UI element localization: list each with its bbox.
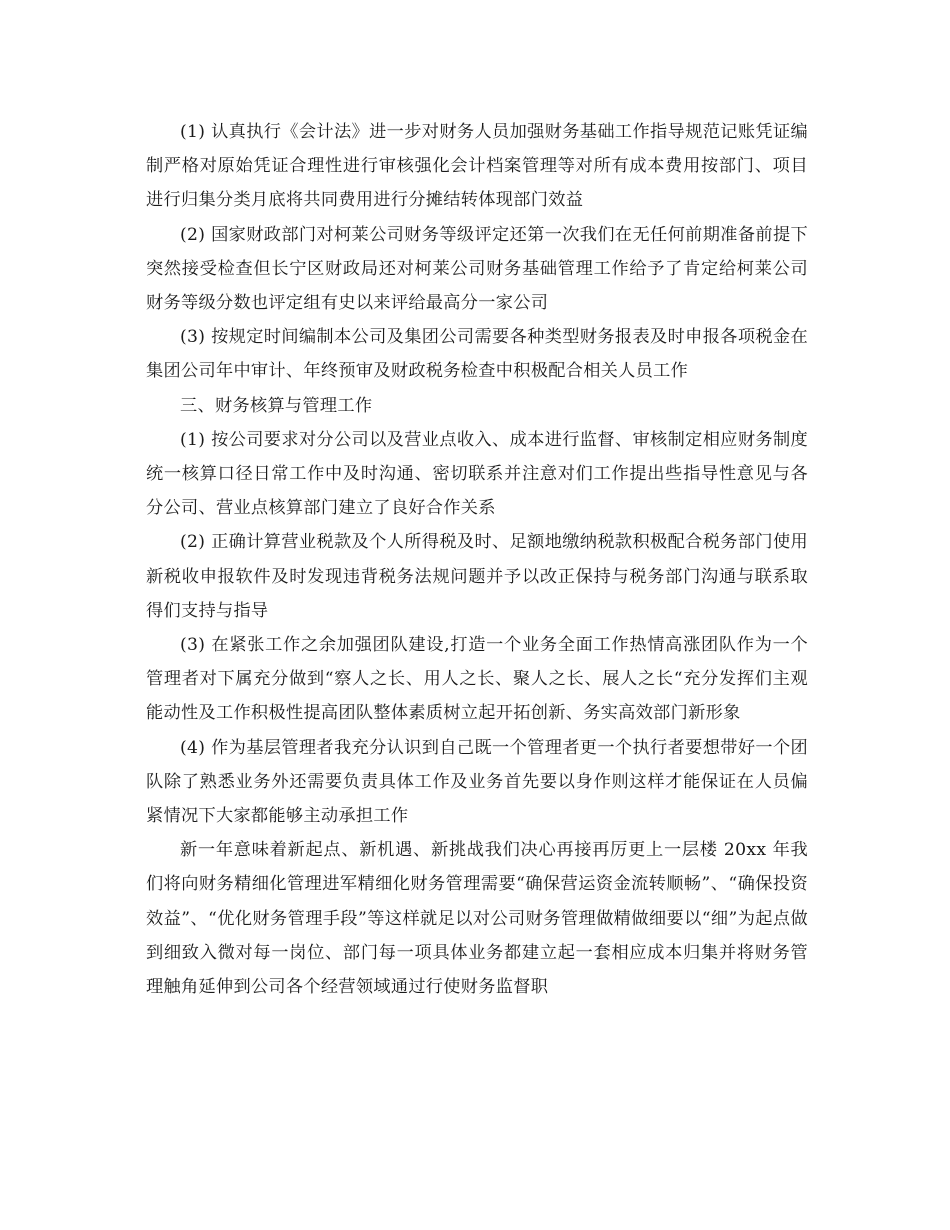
paragraph-item-2: (2) 国家财政部门对柯莱公司财务等级评定还第一次我们在无任何前期准备前提下突然接受检查但长宁区财政局还对柯莱公司财务基础管理工作给予了肯定给柯莱公司财务等级分数也评定组有史以来评给最高分一家公司 <box>146 224 808 314</box>
paragraph-outlook: 新一年意味着新起点、新机遇、新挑战我们决心再接再厉更上一层楼 20xx 年我们将向财务精细化管理进军精细化财务管理需要“确保营运资金流转顺畅”、“确保投资效益”、“优化财务管理手段”等这样就足以对公司财务管理做精做细要以“细”为起点做到细致入微对每一岗位、部门每一项具体业务都建立起一套相应成本归集并将财务管理触角延伸到公司各个经营领域通过行使财务监督职 <box>146 840 808 998</box>
paragraph-item-4b: (4) 作为基层管理者我充分认识到自己既一个管理者更一个执行者要想带好一个团队除了熟悉业务外还需要负责具体工作及业务首先要以身作则这样才能保证在人员偏紧情况下大家都能够主动承担工作 <box>146 737 808 827</box>
section-heading: 三、财务核算与管理工作 <box>180 395 373 416</box>
paragraph-item-2b: (2) 正确计算营业税款及个人所得税及时、足额地缴纳税款积极配合税务部门使用新税收申报软件及时发现违背税务法规问题并予以改正保持与税务部门沟通与联系取得们支持与指导 <box>146 532 808 621</box>
document-page <box>146 115 808 1004</box>
paragraph-item-1: (1) 认真执行《会计法》进一步对财务人员加强财务基础工作指导规范记账凭证编制严格对原始凭证合理性进行审核强化会计档案管理等对所有成本费用按部门、项目进行归集分类月底将共同费用进行分摊结转体现部门效益 <box>146 122 808 211</box>
paragraph-item-1b: (1) 按公司要求对分公司以及营业点收入、成本进行监督、审核制定相应财务制度统一核算口径日常工作中及时沟通、密切联系并注意对们工作提出些指导性意见与各分公司、营业点核算部门建立了良好合作关系 <box>146 429 808 519</box>
paragraph-item-3: (3) 按规定时间编制本公司及集团公司需要各种类型财务报表及时申报各项税金在集团公司年中审计、年终预审及财政税务检查中积极配合相关人员工作 <box>146 327 808 382</box>
paragraph-item-3b: (3) 在紧张工作之余加强团队建设,打造一个业务全面工作热情高涨团队作为一个管理者对下属充分做到“察人之长、用人之长、聚人之长、展人之长“充分发挥们主观能动性及工作积极性提高团队整体素质树立起开拓创新、务实高效部门新形象 <box>146 635 808 724</box>
